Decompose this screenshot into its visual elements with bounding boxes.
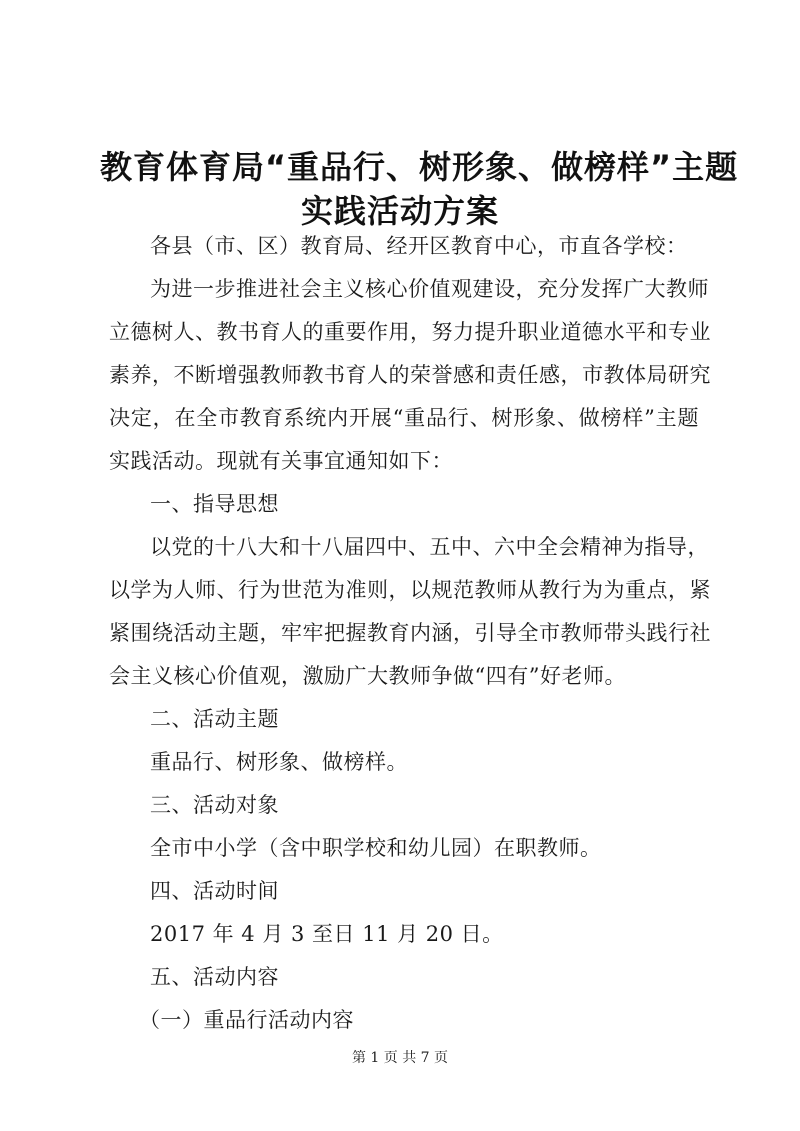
document-title-line-1: 教育体育局“重品行、树形象、做榜样”主题	[100, 148, 739, 186]
time-text: 2017 年 4 月 3 至日 11 月 20 日。	[150, 922, 504, 946]
document-title-line-2: 实践活动方案	[300, 192, 499, 230]
section-heading-theme: 二、活动主题	[150, 707, 279, 731]
subsection-heading-conduct: （一）重品行活动内容	[139, 1008, 354, 1032]
guiding-line-1: 以党的十八大和十八届四中、五中、六中全会精神为指导，	[150, 535, 709, 559]
section-heading-guiding-ideology: 一、指导思想	[150, 492, 279, 516]
addressee: 各县（市、区）教育局、经开区教育中心，市直各学校：	[150, 234, 688, 258]
section-heading-content: 五、活动内容	[150, 965, 279, 989]
intro-line-1: 为进一步推进社会主义核心价值观建设，充分发挥广大教师	[150, 277, 709, 301]
section-heading-time: 四、活动时间	[150, 879, 279, 903]
section-heading-target: 三、活动对象	[150, 793, 279, 817]
guiding-line-3: 紧围绕活动主题，牢牢把握教育内涵，引导全市教师带头践行社	[109, 621, 711, 645]
intro-line-3: 素养，不断增强教师教书育人的荣誉感和责任感，市教体局研究	[109, 363, 711, 387]
intro-line-5: 实践活动。现就有关事宜通知如下：	[109, 449, 453, 473]
guiding-line-2: 以学为人师、行为世范为准则，以规范教师从教行为为重点，紧	[109, 578, 711, 602]
intro-line-4: 决定，在全市教育系统内开展“重品行、树形象、做榜样”主题	[109, 406, 699, 430]
page-footer: 第 1 页 共 7 页	[351, 1050, 449, 1066]
theme-text: 重品行、树形象、做榜样。	[150, 750, 408, 774]
target-text: 全市中小学（含中职学校和幼儿园）在职教师。	[150, 836, 602, 860]
guiding-line-4: 会主义核心价值观，激励广大教师争做“四有”好老师。	[109, 664, 626, 688]
intro-line-2: 立德树人、教书育人的重要作用，努力提升职业道德水平和专业	[109, 320, 711, 344]
